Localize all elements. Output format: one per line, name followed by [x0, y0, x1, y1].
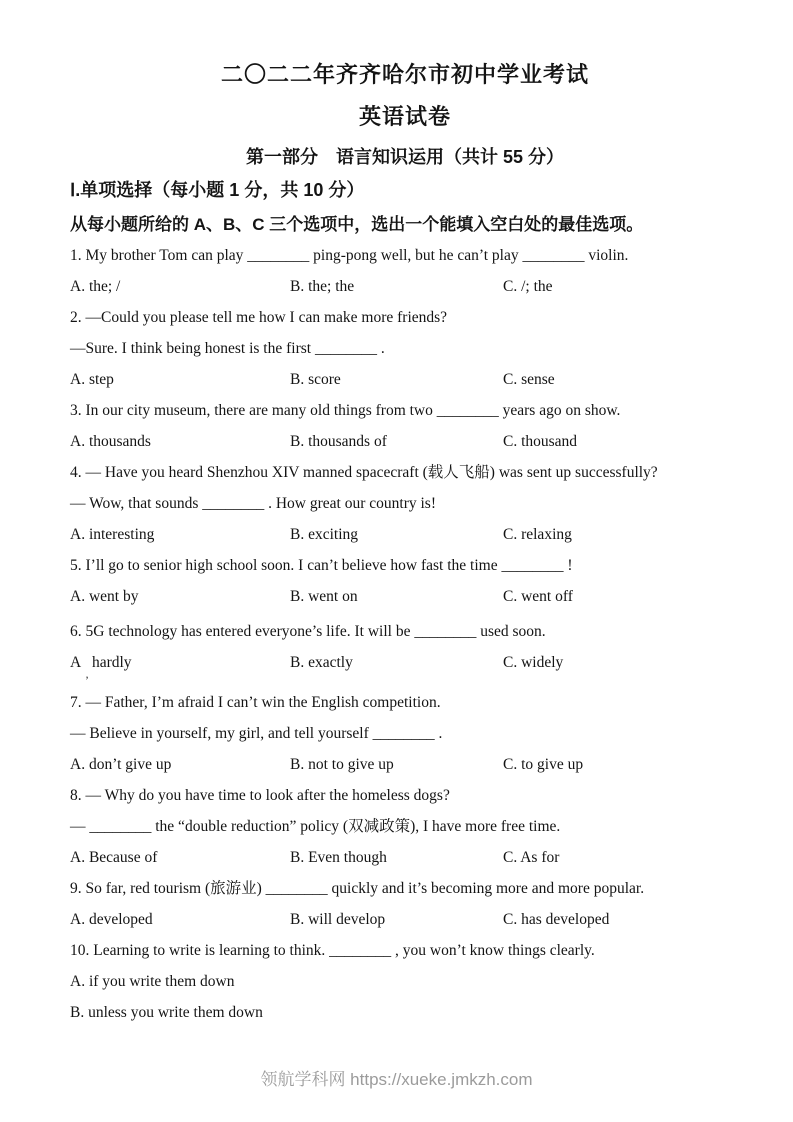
question-1-options [70, 271, 740, 302]
option-b: B. score [290, 371, 341, 388]
option-a: A. went by [70, 588, 139, 605]
question-1-text: 1. My brother Tom can play ________ ping-pong well, but he can’t play ________ violin. [70, 247, 629, 264]
question-6-text: 6. 5G technology has entered everyone’s life. It will be ________ used soon. [70, 623, 546, 640]
question-6-options [70, 647, 740, 678]
question-2 [70, 302, 740, 395]
option-c: C. to give up [503, 756, 584, 773]
option-b: B. exciting [290, 526, 359, 543]
option-a: A. the; / [70, 278, 121, 295]
option-b: B. exactly [290, 654, 353, 671]
option-b: B. Even though [290, 849, 387, 866]
section-heading: 第一部分 语言知识运用（共计 55 分） [245, 147, 565, 167]
question-5-options [70, 581, 740, 612]
question-3 [70, 395, 740, 457]
part-heading: Ⅰ.单项选择（每小题 1 分，共 10 分） [70, 180, 365, 200]
question-8 [70, 780, 740, 873]
question-8-options [70, 842, 740, 873]
stray-print-mark: ’ [85, 673, 89, 687]
option-c: C. As for [503, 849, 560, 866]
question-2-text: 2. —Could you please tell me how I can make more friends? [70, 309, 448, 326]
instructions: 从每小题所给的 A、B、C 三个选项中，选出一个能填入空白处的最佳选项。 [70, 215, 644, 234]
option-a: A. developed [70, 911, 153, 928]
question-8-text-line2: — ________ the “double reduction” policy (双减政策), I have more free time. [70, 818, 561, 835]
option-c: C. sense [503, 371, 555, 388]
option-a: A. if you write them down [70, 973, 235, 990]
paper-subject-title: 英语试卷 [358, 104, 451, 129]
option-b: B. the; the [290, 278, 355, 295]
question-4-options [70, 519, 740, 550]
option-a: A. interesting [70, 526, 155, 543]
question-9-options [70, 904, 740, 935]
option-c: C. /; the [503, 278, 553, 295]
question-4 [70, 457, 740, 550]
exam-title: 二〇二二年齐齐哈尔市初中学业考试 [220, 62, 589, 87]
question-7-text: 7. — Father, I’m afraid I can’t win the English competition. [70, 694, 441, 711]
question-9-text: 9. So far, red tourism (旅游业) ________ quickly and it’s becoming more and more popular. [70, 880, 645, 897]
question-2-text-line2: —Sure. I think being honest is the first ________ . [70, 340, 385, 357]
question-1 [70, 240, 740, 302]
option-a: A hardly [70, 654, 132, 671]
question-7-options [70, 749, 740, 780]
question-8-text: 8. — Why do you have time to look after the homeless dogs? [70, 787, 450, 804]
option-b: B. thousands of [290, 433, 387, 450]
option-b: B. unless you write them down [70, 1004, 263, 1021]
question-9 [70, 873, 740, 935]
option-a: A. Because of [70, 849, 158, 866]
option-a: A. step [70, 371, 114, 388]
question-3-options [70, 426, 740, 457]
option-a: A. thousands [70, 433, 151, 450]
option-b: B. will develop [290, 911, 386, 928]
option-c: C. has developed [503, 911, 610, 928]
question-list [70, 240, 740, 1028]
question-6 [70, 616, 740, 687]
site-watermark: 领航学科网 https://xueke.jmkzh.com [260, 1070, 533, 1089]
question-5-text: 5. I’ll go to senior high school soon. I can’t believe how fast the time ________ ! [70, 557, 573, 574]
question-4-text-line2: — Wow, that sounds ________ . How great our country is! [70, 495, 436, 512]
option-c: C. widely [503, 654, 564, 671]
question-10-text: 10. Learning to write is learning to think. ________ , you won’t know things clearly. [70, 942, 595, 959]
question-2-options [70, 364, 740, 395]
question-10 [70, 935, 740, 1028]
option-c: C. relaxing [503, 526, 572, 543]
option-c: C. went off [503, 588, 573, 605]
option-a: A. don’t give up [70, 756, 172, 773]
option-b: B. went on [290, 588, 358, 605]
question-5 [70, 550, 740, 612]
question-4-text: 4. — Have you heard Shenzhou XIV manned spacecraft (载人飞船) was sent up successfully? [70, 464, 658, 481]
question-7-text-line2: — Believe in yourself, my girl, and tell yourself ________ . [70, 725, 443, 742]
option-c: C. thousand [503, 433, 578, 450]
option-b: B. not to give up [290, 756, 394, 773]
question-7 [70, 687, 740, 780]
question-3-text: 3. In our city museum, there are many old things from two ________ years ago on show. [70, 402, 621, 419]
